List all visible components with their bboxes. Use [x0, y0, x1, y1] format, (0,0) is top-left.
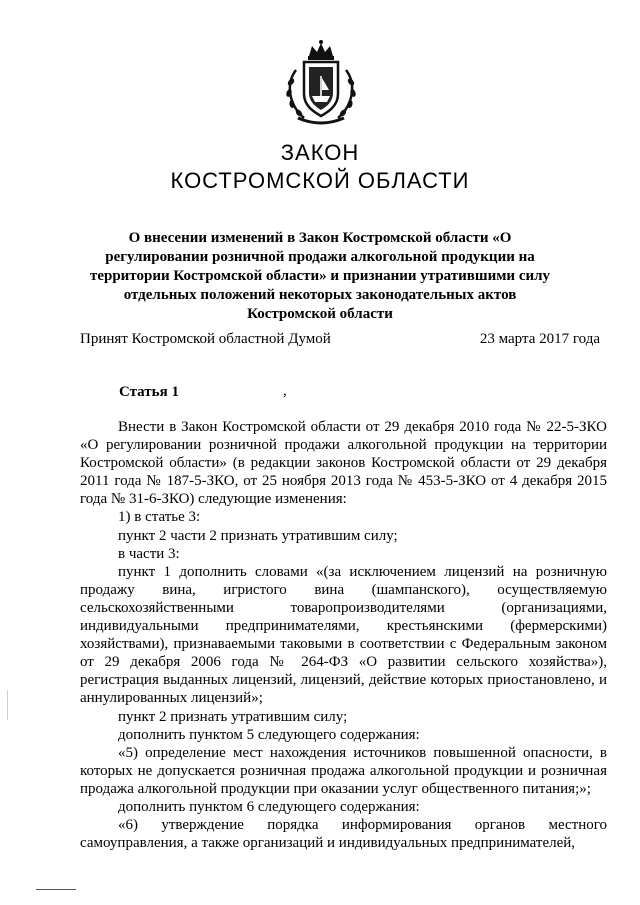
coat-of-arms-icon	[276, 38, 366, 128]
law-subtitle: О внесении изменений в Закон Костромской области «О регулировании розничной продажи алкогольной продукции на территории Костромской области» и признании утратившими силу отдельных положений некоторых законодательных актов Костромской области	[89, 230, 551, 322]
scan-artifact	[7, 690, 8, 720]
paragraph: «5) определение мест нахождения источников повышенной опасности, в которых не допускается розничная продажа алкогольной продукции и розничная продажа алкогольной продукции при оказании услуг общественного питания;»;	[80, 744, 607, 797]
paragraph: пункт 1 дополнить словами «(за исключением лицензий на розничную продажу вина, игристого вина (шампанского), осуществляемую сельскохозяйственными товаропроизводителями (организациями, индивидуальными предпринимателями, крестьянскими (фермерскими) хозяйствами), признаваемыми таковыми в соответствии с Федеральным законом от 29 декабря 2006 года № 264-ФЗ «О развитии сельского хозяйства»), регистрация выданных лицензий, лицензий, действие которых приостановлено, и аннулированных лицензий»;	[80, 563, 607, 707]
paragraph: в части 3:	[118, 545, 180, 562]
article-heading: Статья 1	[119, 384, 179, 400]
paragraph: пункт 2 части 2 признать утратившим силу;	[118, 527, 398, 544]
footnote-separator	[36, 889, 76, 890]
article-body	[80, 418, 607, 852]
adopted-by: Принят Костромской областной Думой	[80, 331, 331, 347]
paragraph: дополнить пунктом 5 следующего содержания:	[118, 726, 420, 743]
paragraph: Внести в Закон Костромской области от 29 декабря 2010 года № 22-5-ЗКО «О регулировании розничной продажи алкогольной продукции на территории Костромской области» (в редакции законов Костромской области от 29 декабря 2011 года № 187-5-ЗКО, от 25 ноября 2013 года № 453-5-ЗКО от 4 декабря 2015 года № 31-6-ЗКО) следующие изменения:	[80, 419, 607, 508]
law-title: ЗАКОН	[280, 140, 360, 165]
paragraph: дополнить пунктом 6 следующего содержания:	[118, 798, 420, 815]
region-title: КОСТРОМСКОЙ ОБЛАСТИ	[170, 168, 470, 193]
paragraph: 1) в статье 3:	[118, 509, 201, 526]
paragraph: пункт 2 признать утратившим силу;	[118, 708, 348, 725]
paragraph: «6) утверждение порядка информирования органов местного самоуправления, а также организаций и индивидуальных предпринимателей,	[80, 817, 607, 852]
stray-mark: ,	[283, 383, 287, 399]
adoption-date: 23 марта 2017 года	[479, 331, 600, 347]
